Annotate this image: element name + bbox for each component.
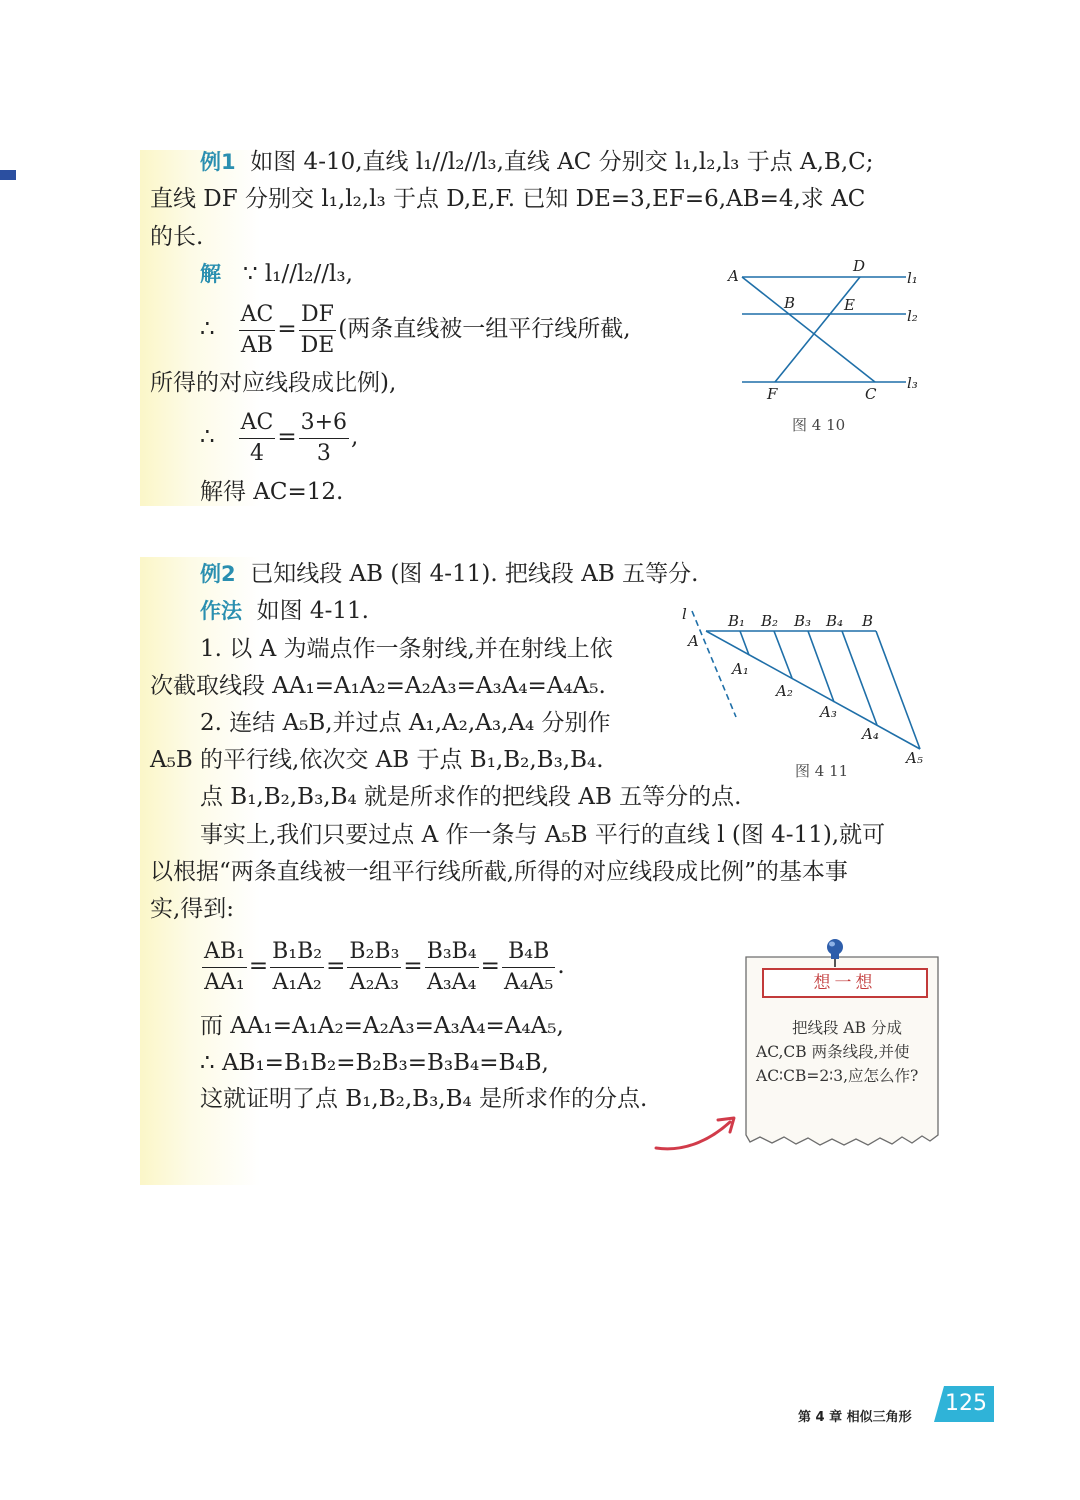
- label-f: F: [767, 385, 778, 403]
- fraction-numerator: 3+6: [299, 408, 349, 439]
- example1-line-2: 直线 DF 分别交 l₁,l₂,l₃ 于点 D,E,F. 已知 DE=3,EF=6,AB=4,求 AC: [150, 186, 866, 212]
- step3-line: 点 B₁,B₂,B₃,B₄ 就是所求作的把线段 AB 五等分的点.: [200, 784, 742, 810]
- example2-text: 已知线段 AB (图 4-11). 把线段 AB 五等分.: [250, 561, 699, 587]
- step1-line-b: 次截取线段 AA₁=A₁A₂=A₂A₃=A₃A₄=A₄A₅.: [150, 673, 606, 699]
- ratio-2: [270, 937, 324, 998]
- solution-given: ∵ l₁//l₂//l₃,: [242, 261, 353, 287]
- method-line: [200, 596, 369, 626]
- parallel-a3-b3: [808, 631, 834, 702]
- label-a1: A₁: [732, 660, 749, 678]
- label-l3: l₃: [907, 374, 918, 392]
- comma: ,: [351, 424, 359, 450]
- label-a3: A₃: [820, 703, 837, 721]
- ray-a-a5: [706, 631, 920, 749]
- label-a4: A₄: [862, 725, 879, 743]
- period: .: [557, 953, 565, 979]
- label-b4: B₄: [826, 612, 844, 630]
- label-b2: B₂: [761, 612, 779, 630]
- example1-text-1: 如图 4-10,直线 l₁//l₂//l₃,直线 AC 分别交 l₁,l₂,l₃ 于点 A,B,C;: [250, 149, 874, 175]
- example1-line-3: 的长.: [150, 224, 204, 250]
- fraction-denominator: AA₁: [204, 969, 245, 995]
- fraction-denominator: A₂A₃: [349, 969, 400, 995]
- ratio-1: [202, 937, 247, 998]
- label-c: C: [865, 385, 877, 403]
- figure-4-10: [720, 255, 930, 415]
- fraction-denominator: A₁A₂: [272, 969, 322, 995]
- segment-a5-b: [876, 631, 920, 749]
- label-d: D: [853, 257, 866, 275]
- example2-line-1: [200, 559, 698, 589]
- step2-line-a: 2. 连结 A₅B,并过点 A₁,A₂,A₃,A₄ 分别作: [200, 710, 611, 736]
- therefore-symbol: ∴: [200, 424, 215, 450]
- fraction-numerator: B₂B₃: [347, 937, 401, 968]
- equals-sign: =: [277, 424, 297, 450]
- fraction-ac-4: [239, 408, 276, 469]
- solution-result: 解得 AC=12.: [200, 479, 344, 505]
- label-a5: A₅: [906, 749, 923, 767]
- label-a: A: [728, 267, 739, 285]
- label-l1: l₁: [907, 269, 918, 287]
- parallel-a4-b4: [842, 631, 877, 725]
- ratio-3: [347, 937, 401, 998]
- fraction-denominator: A₃A₄: [426, 969, 477, 995]
- fraction-denominator: DE: [300, 332, 335, 358]
- label-b1: B₁: [728, 612, 746, 630]
- think-note-title: 想一想: [762, 968, 928, 998]
- label-l2: l₂: [907, 307, 918, 325]
- step2-line-b: A₅B 的平行线,依次交 AB 于点 B₁,B₂,B₃,B₄.: [150, 747, 604, 773]
- fraction-denominator: A₄A₅: [503, 969, 554, 995]
- example2-label: 例2: [200, 562, 236, 586]
- fraction-numerator: B₃B₄: [425, 937, 479, 968]
- figure-4-11-caption: 图 4 11: [795, 762, 849, 780]
- figure-4-10-caption: 图 4 10: [792, 416, 846, 434]
- solution-line-4: [200, 404, 358, 470]
- chapter-title: 第 4 章 相似三角形: [798, 1410, 912, 1425]
- paragraph-line-3: 实,得到:: [150, 896, 235, 922]
- page-edge-marker: [0, 170, 16, 180]
- equals-sign: =: [403, 953, 423, 979]
- equals-sign: =: [248, 953, 269, 979]
- line-df: [775, 277, 860, 382]
- fraction-numerator: AB₁: [202, 937, 247, 968]
- label-b3: B₃: [794, 612, 812, 630]
- parallel-a2-b2: [774, 631, 792, 678]
- equals-sign: =: [480, 953, 500, 979]
- page-number: 125: [945, 1391, 987, 1416]
- label-e: E: [844, 296, 855, 314]
- pushpin-icon: [824, 938, 846, 968]
- equals-sign: =: [277, 316, 297, 342]
- figure-4-11: [670, 605, 930, 765]
- conclusion-line-3: 这就证明了点 B₁,B₂,B₃,B₄ 是所求作的分点.: [200, 1086, 648, 1112]
- label-l: l: [682, 605, 687, 623]
- fraction-denominator: 3: [316, 440, 331, 466]
- step1-line-a: 1. 以 A 为端点作一条射线,并在射线上依: [200, 636, 613, 662]
- conclusion-line-1: 而 AA₁=A₁A₂=A₂A₃=A₃A₄=A₄A₅,: [200, 1013, 564, 1039]
- fraction-numerator: AC: [239, 408, 276, 439]
- fraction-numerator: B₄B: [502, 937, 555, 968]
- label-a: A: [688, 632, 699, 650]
- label-b: B: [784, 294, 796, 312]
- fraction-numerator: AC: [239, 300, 276, 331]
- label-a2: A₂: [776, 682, 793, 700]
- reason-text: (两条直线被一组平行线所截,: [338, 316, 631, 342]
- example1-line-1: [200, 147, 874, 177]
- fraction-ac-ab: [239, 300, 276, 361]
- method-text: 如图 4-11.: [256, 598, 369, 624]
- fraction-9-3: [299, 408, 349, 469]
- fraction-denominator: 4: [249, 440, 264, 466]
- fraction-df-de: [299, 300, 337, 361]
- fraction-numerator: B₁B₂: [270, 937, 324, 968]
- example1-label: 例1: [200, 150, 236, 174]
- label-b: B: [862, 612, 874, 630]
- method-label: 作法: [200, 599, 242, 623]
- solution-label: 解: [200, 262, 221, 286]
- ratio-4: [425, 937, 479, 998]
- line-ac: [742, 277, 875, 382]
- therefore-symbol: ∴: [200, 316, 215, 342]
- ratio-equation: [200, 933, 565, 999]
- solution-line-2: [200, 296, 631, 362]
- curved-arrow-icon: [652, 1112, 742, 1156]
- solution-line-3: 所得的对应线段成比例),: [150, 370, 397, 396]
- fraction-denominator: AB: [240, 332, 273, 358]
- solution-line-1: [200, 259, 353, 289]
- think-note-body: 把线段 AB 分成 AC,CB 两条线段,并使 AC∶CB=2∶3,应怎么作?: [756, 1019, 919, 1085]
- paragraph-line-2: 以根据“两条直线被一组平行线所截,所得的对应线段成比例”的基本事: [150, 859, 848, 885]
- conclusion-line-2: ∴ AB₁=B₁B₂=B₂B₃=B₃B₄=B₄B,: [200, 1050, 549, 1076]
- paragraph-line-1: 事实上,我们只要过点 A 作一条与 A₅B 平行的直线 l (图 4-11),就可: [200, 822, 886, 848]
- equals-sign: =: [326, 953, 346, 979]
- ratio-5: [502, 937, 555, 998]
- fraction-numerator: DF: [299, 300, 337, 331]
